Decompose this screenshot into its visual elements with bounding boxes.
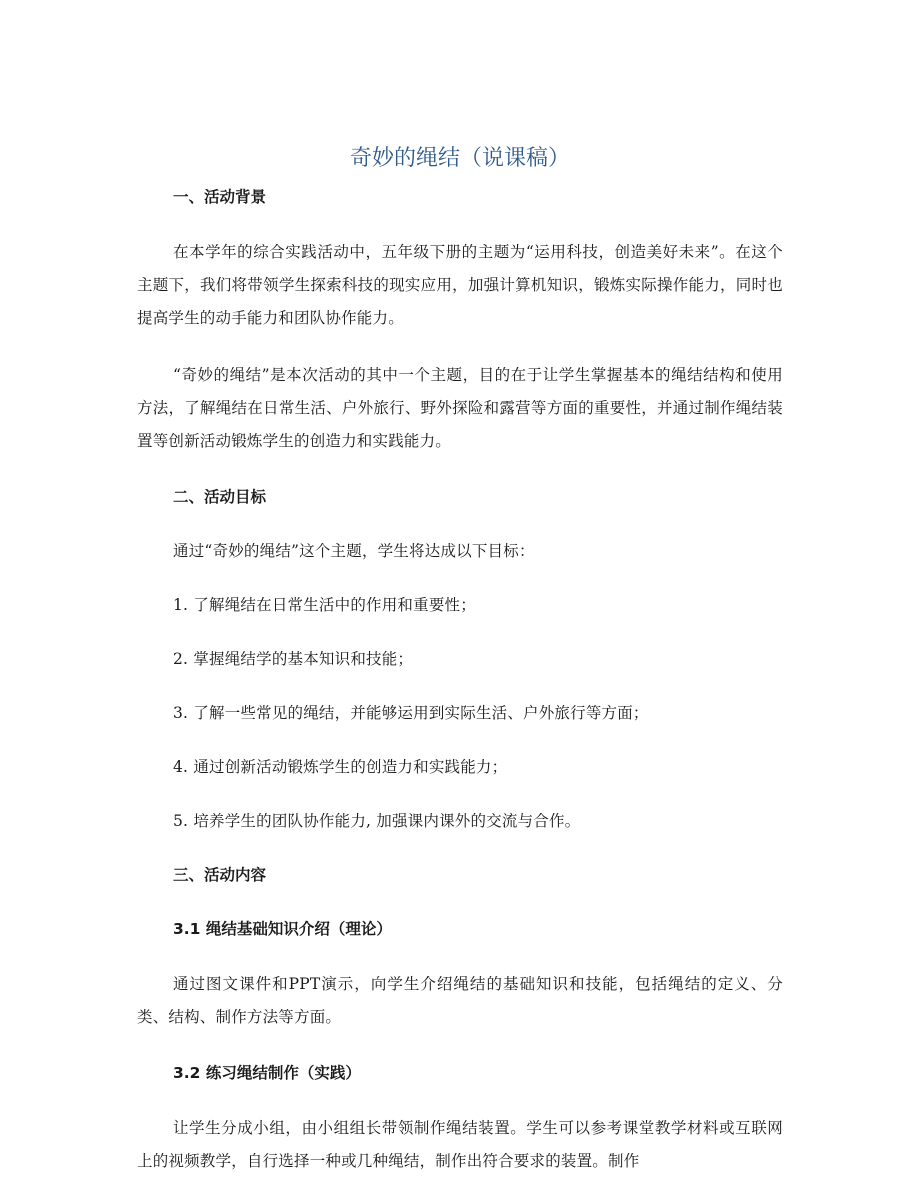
goal-item-1: 1. 了解绳结在日常生活中的作用和重要性；	[173, 596, 476, 614]
document-title: 奇妙的绳结（说课稿）	[349, 146, 570, 171]
goal-item-3: 3. 了解一些常见的绳结，并能够运用到实际生活、户外旅行等方面；	[173, 704, 649, 722]
goal-item-5: 5. 培养学生的团队协作能力, 加强课内课外的交流与合作。	[173, 812, 581, 830]
section-heading-content: 三、活动内容	[173, 866, 267, 884]
goal-item-2: 2. 掌握绳结学的基本知识和技能；	[173, 650, 414, 668]
subsection-heading-3-1: 3.1 绳结基础知识介绍（理论）	[173, 920, 392, 938]
section-heading-background: 一、活动背景	[173, 188, 267, 206]
paragraph-3-2: 让学生分成小组，由小组组长带领制作绳结装置。学生可以参考课堂教学材料或互联网上的视频教学，自行选择一种或几种绳结，制作出符合要求的装置。制作	[137, 1119, 783, 1170]
section-heading-goals: 二、活动目标	[173, 488, 267, 506]
paragraph-background-1: 在本学年的综合实践活动中，五年级下册的主题为“运用科技，创造美好未来”。在这个主题下，我们将带领学生探索科技的现实应用，加强计算机知识，锻炼实际操作能力，同时也提高学生的动手能力和团队协作能力。	[137, 243, 783, 327]
paragraph-background-2: “奇妙的绳结”是本次活动的其中一个主题，目的在于让学生掌握基本的绳结结构和使用方法，了解绳结在日常生活、户外旅行、野外探险和露营等方面的重要性，并通过制作绳结装置等创新活动锻炼学生的创造力和实践能力。	[137, 366, 783, 450]
goals-intro: 通过“奇妙的绳结”这个主题，学生将达成以下目标：	[173, 542, 535, 560]
document-body	[137, 182, 783, 1202]
goal-item-4: 4. 通过创新活动锻炼学生的创造力和实践能力；	[173, 758, 508, 776]
subsection-heading-3-2: 3.2 练习绳结制作（实践）	[173, 1064, 361, 1082]
paragraph-3-1: 通过图文课件和PPT演示，向学生介绍绳结的基础知识和技能，包括绳结的定义、分类、结构、制作方法等方面。	[137, 975, 783, 1026]
